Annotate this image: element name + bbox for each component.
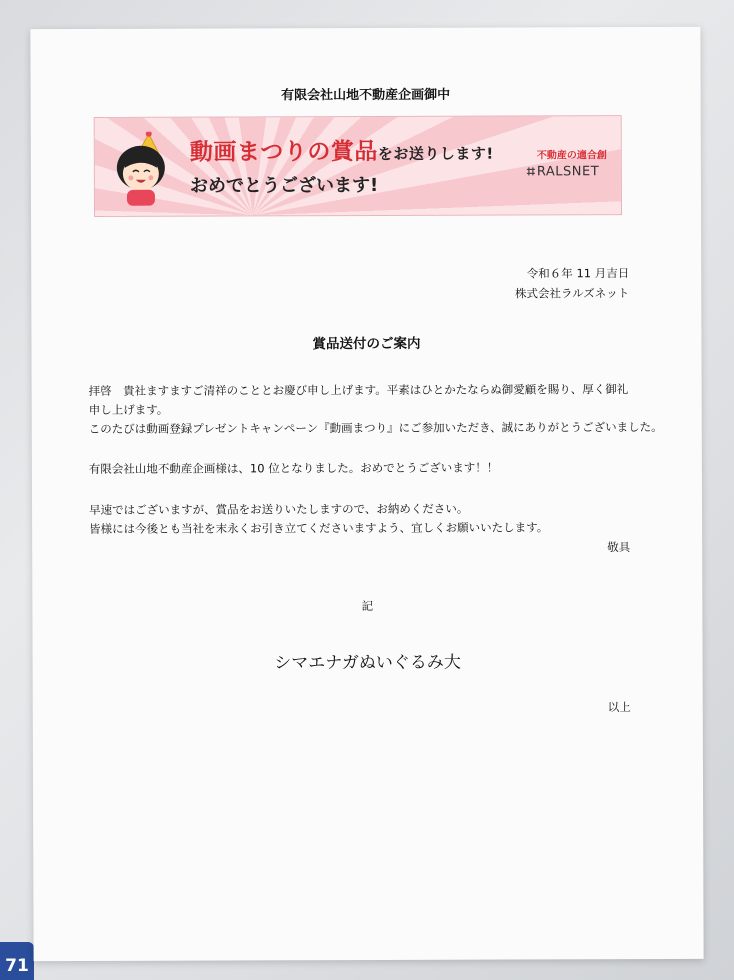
body-line: 申し上げます。 [88, 402, 169, 417]
body-line: 皆様には今後とも当社を末永くお引き立てくださいますよう、宜しくお願いいたします。 [89, 520, 549, 536]
prize-name: シマエナガぬいぐるみ大 [274, 652, 461, 674]
banner-logo-top: 不動産の適合創 [536, 150, 607, 162]
recipient-line: 有限会社山地不動産企画御中 [281, 87, 451, 104]
end-ijou: 以上 [607, 700, 631, 715]
desk-sticker: 71 [0, 942, 34, 980]
banner-headline: 動画まつりの賞品をお送りします! [189, 138, 494, 166]
letter-date: 令和６年 11 月吉日 [526, 266, 630, 281]
body-line: 拝啓 貴社ますますご清祥のこととお慶び申し上げます。平素はひとかたならぬ御愛顧を賜り、厚く御礼 [88, 382, 629, 398]
body-line: 早速ではございますが、賞品をお送りいたしますので、お納めください。 [89, 501, 469, 517]
body-line: 有限会社山地不動産企画様は、10 位となりました。おめでとうございます！！ [88, 460, 499, 476]
ki-heading: 記 [361, 598, 374, 614]
banner-congrats: おめでとうございます! [189, 174, 379, 197]
campaign-banner [94, 115, 622, 217]
banner-logo-bottom: RALSNET [536, 164, 600, 180]
closing-keigu: 敬具 [607, 540, 631, 555]
sender-company: 株式会社ラルズネット [514, 286, 630, 301]
ralsnet-logo-icon [526, 166, 536, 176]
letter-subject: 賞品送付のご案内 [312, 335, 421, 353]
party-girl-icon [111, 132, 171, 206]
body-line: このたびは動画登録プレゼントキャンペーン『動画まつり』にご参加いただき、誠にありがとうございました。 [88, 419, 663, 436]
letter-paper [30, 27, 703, 961]
